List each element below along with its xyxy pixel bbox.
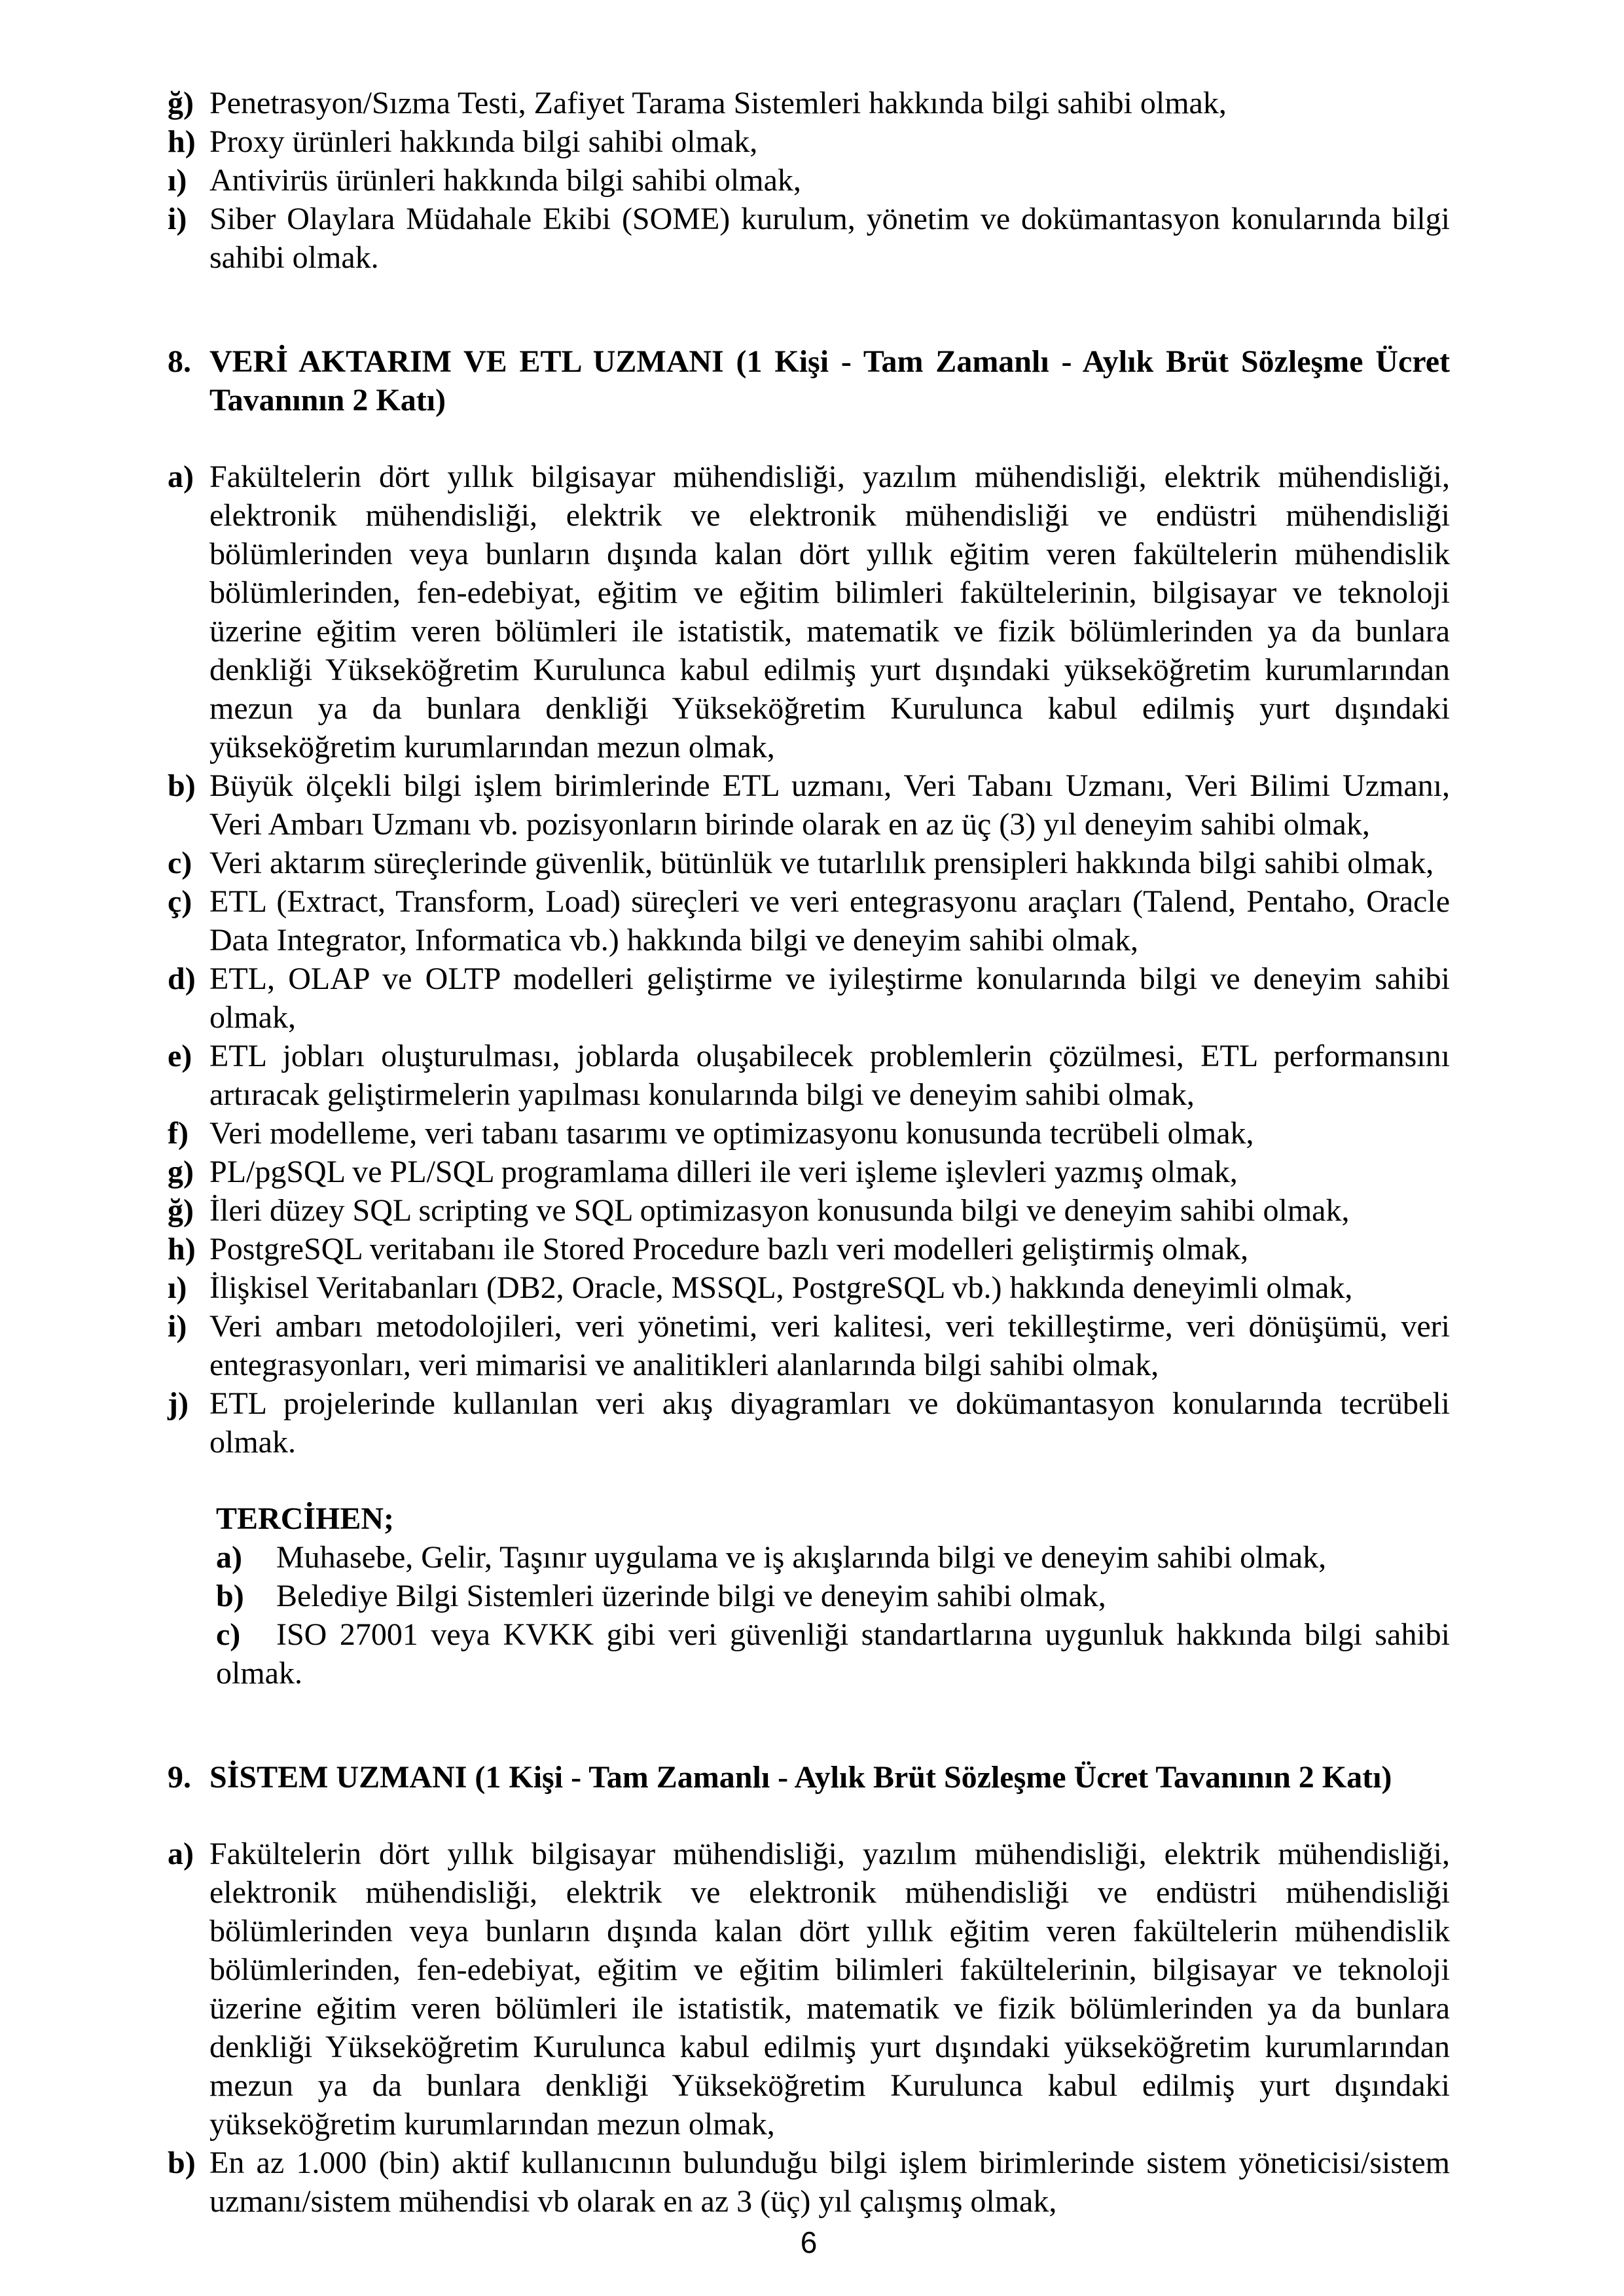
item-marker: j) <box>168 1386 189 1421</box>
list-item <box>168 766 1450 844</box>
item-text: Veri aktarım süreçlerinde güvenlik, bütünlük ve tutarlılık prensipleri hakkında bilgi sahibi olmak, <box>209 846 1434 880</box>
item-marker: a) <box>216 1540 242 1575</box>
item-marker: d) <box>168 961 196 996</box>
list-item <box>168 1307 1450 1384</box>
item-marker: h) <box>168 124 196 159</box>
section-8-number: 8. <box>168 344 191 379</box>
tercihen-block <box>216 1499 1450 1693</box>
item-text: ETL jobları oluşturulması, joblarda oluşabilecek problemlerin çözülmesi, ETL performansını artıracak geliştirmelerin yapılması konularında bilgi ve deneyim sahibi olmak, <box>209 1039 1450 1112</box>
list-item <box>168 882 1450 960</box>
item-text: Fakültelerin dört yıllık bilgisayar mühendisliği, yazılım mühendisliği, elektrik mühendisliği, elektronik mühendisliği, elektrik ve elektronik mühendisliği ve endüstri mühendisliği bölümlerinden veya bunların dışında kalan dört yıllık eğitim veren fakültelerin mühendislik bölümlerinden, fen-edebiyat, eğitim ve eğitim bilimleri fakültelerinin, bilgisayar ve teknoloji üzerine eğitim veren bölümleri ile istatistik, matematik ve fizik bölümlerinden ya da bunlara denkliği Yükseköğretim Kurulunca kabul edilmiş yurt dışındaki yükseköğretim kurumlarından mezun ya da bunlara denkliği Yükseköğretim Kurulunca kabul edilmiş yurt dışındaki yükseköğretim kurumlarından mezun olmak, <box>209 459 1450 764</box>
item-marker: c) <box>168 846 192 880</box>
list-item <box>168 1230 1450 1268</box>
item-text: Muhasebe, Gelir, Taşınır uygulama ve iş akışlarında bilgi ve deneyim sahibi olmak, <box>276 1540 1327 1575</box>
item-marker: a) <box>168 459 194 494</box>
page-number: 6 <box>800 2225 818 2259</box>
item-text: ETL (Extract, Transform, Load) süreçleri ve veri entegrasyonu araçları (Talend, Pentaho, Oracle Data Integrator, Informatica vb.) hakkında bilgi ve deneyim sahibi olmak, <box>209 884 1450 958</box>
tercihen-list <box>216 1538 1450 1693</box>
item-marker: ğ) <box>168 1193 194 1228</box>
item-text: Veri modelleme, veri tabanı tasarımı ve optimizasyonu konusunda tecrübeli olmak, <box>209 1116 1254 1151</box>
item-marker: f) <box>168 1116 189 1151</box>
list-item <box>168 457 1450 766</box>
item-text: PL/pgSQL ve PL/SQL programlama dilleri ile veri işleme işlevleri yazmış olmak, <box>209 1155 1238 1189</box>
item-text: Belediye Bilgi Sistemleri üzerinde bilgi ve deneyim sahibi olmak, <box>276 1579 1106 1613</box>
list-item <box>168 200 1450 277</box>
item-text: PostgreSQL veritabanı ile Stored Procedure bazlı veri modelleri geliştirmiş olmak, <box>209 1232 1249 1266</box>
item-marker: b) <box>216 1579 244 1613</box>
item-marker: i) <box>168 1309 187 1344</box>
item-text: Büyük ölçekli bilgi işlem birimlerinde ETL uzmanı, Veri Tabanı Uzmanı, Veri Bilimi Uzmanı, Veri Ambarı Uzmanı vb. pozisyonların birinde olarak en az üç (3) yıl deneyim sahibi olmak, <box>209 768 1450 842</box>
item-marker: ı) <box>168 163 187 198</box>
tercihen-heading: TERCİHEN; <box>216 1501 395 1536</box>
item-marker: g) <box>168 1155 194 1189</box>
item-marker: c) <box>216 1617 241 1652</box>
item-marker: ç) <box>168 884 192 919</box>
item-marker: b) <box>168 2145 196 2180</box>
list-item <box>168 1037 1450 1114</box>
list-item <box>168 1191 1450 1230</box>
item-text: ISO 27001 veya KVKK gibi veri güvenliği standartlarına uygunluk hakkında bilgi sahibi olmak. <box>216 1617 1450 1691</box>
item-text: ETL, OLAP ve OLTP modelleri geliştirme ve iyileştirme konularında bilgi ve deneyim sahibi olmak, <box>209 961 1450 1035</box>
list-item <box>168 161 1450 200</box>
item-marker: b) <box>168 768 196 803</box>
list-item <box>168 1114 1450 1153</box>
list-item <box>168 1268 1450 1307</box>
section-9-number: 9. <box>168 1760 191 1795</box>
list-item <box>168 1153 1450 1191</box>
section-9-title: SİSTEM UZMANI (1 Kişi - Tam Zamanlı - Aylık Brüt Sözleşme Ücret Tavanının 2 Katı) <box>209 1760 1392 1795</box>
item-text: İleri düzey SQL scripting ve SQL optimizasyon konusunda bilgi ve deneyim sahibi olmak, <box>209 1193 1350 1228</box>
list-item <box>168 2144 1450 2221</box>
item-text: Fakültelerin dört yıllık bilgisayar mühendisliği, yazılım mühendisliği, elektrik mühendisliği, elektronik mühendisliği, elektrik ve elektronik mühendisliği ve endüstri mühendisliği bölümlerinden veya bunların dışında kalan dört yıllık eğitim veren fakültelerin mühendislik bölümlerinden, fen-edebiyat, eğitim ve eğitim bilimleri fakültelerinin, bilgisayar ve teknoloji üzerine eğitim veren bölümleri ile istatistik, matematik ve fizik bölümlerinden ya da bunlara denkliği Yükseköğretim Kurulunca kabul edilmiş yurt dışındaki yükseköğretim kurumlarından mezun ya da bunlara denkliği Yükseköğretim Kurulunca kabul edilmiş yurt dışındaki yükseköğretim kurumlarından mezun olmak, <box>209 1837 1450 2142</box>
section-8-requirements-list <box>168 457 1450 1462</box>
intro-requirements-list <box>168 84 1450 277</box>
list-item <box>216 1577 1450 1615</box>
section-9-heading <box>168 1758 1450 1797</box>
section-8-heading <box>168 342 1450 420</box>
item-text: En az 1.000 (bin) aktif kullanıcının bulunduğu bilgi işlem birimlerinde sistem yöneticisi/sistem uzmanı/sistem mühendisi vb olarak en az 3 (üç) yıl çalışmış olmak, <box>209 2145 1450 2219</box>
item-text: Siber Olaylara Müdahale Ekibi (SOME) kurulum, yönetim ve dokümantasyon konularında bilgi sahibi olmak. <box>209 202 1450 275</box>
item-marker: h) <box>168 1232 196 1266</box>
list-item <box>216 1615 1450 1693</box>
list-item <box>168 844 1450 882</box>
item-marker: ı) <box>168 1270 187 1305</box>
item-text: Penetrasyon/Sızma Testi, Zafiyet Tarama Sistemleri hakkında bilgi sahibi olmak, <box>209 86 1227 120</box>
item-text: Proxy ürünleri hakkında bilgi sahibi olmak, <box>209 124 758 159</box>
item-text: ETL projelerinde kullanılan veri akış diyagramları ve dokümantasyon konularında tecrübeli olmak. <box>209 1386 1450 1460</box>
item-marker: i) <box>168 202 187 236</box>
item-marker: ğ) <box>168 86 194 120</box>
list-item <box>216 1538 1450 1577</box>
section-8-title: VERİ AKTARIM VE ETL UZMANI (1 Kişi - Tam Zamanlı - Aylık Brüt Sözleşme Ücret Tavanının 2 Katı) <box>209 344 1450 418</box>
item-text: Veri ambarı metodolojileri, veri yönetimi, veri kalitesi, veri tekilleştirme, veri dönüşümü, veri entegrasyonları, veri mimarisi ve analitikleri alanlarında bilgi sahibi olmak, <box>209 1309 1450 1382</box>
list-item <box>168 960 1450 1037</box>
list-item <box>168 1835 1450 2144</box>
item-marker: a) <box>168 1837 194 1871</box>
item-text: Antivirüs ürünleri hakkında bilgi sahibi olmak, <box>209 163 801 198</box>
list-item <box>168 122 1450 161</box>
item-marker: e) <box>168 1039 192 1073</box>
list-item <box>168 1384 1450 1462</box>
item-text: İlişkisel Veritabanları (DB2, Oracle, MSSQL, PostgreSQL vb.) hakkında deneyimli olmak, <box>209 1270 1353 1305</box>
section-9-requirements-list <box>168 1835 1450 2221</box>
list-item <box>168 84 1450 122</box>
